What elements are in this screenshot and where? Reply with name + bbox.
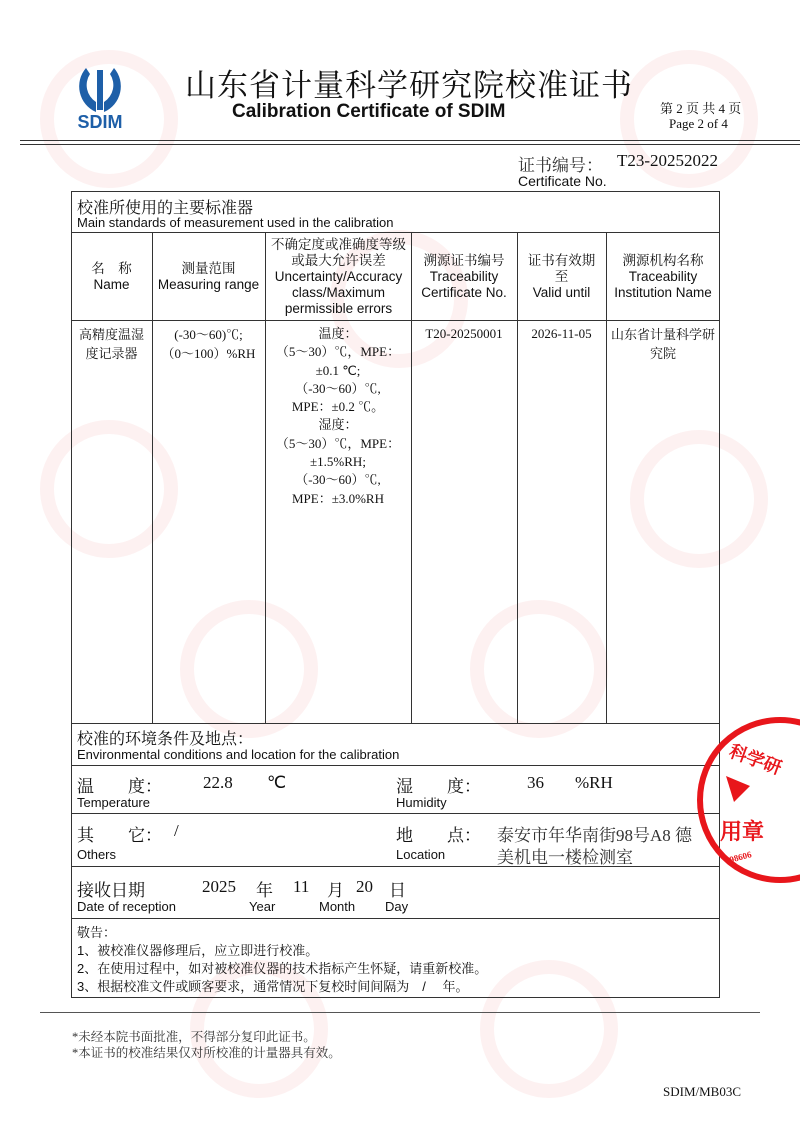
temp-value: 22.8	[203, 773, 233, 792]
col-header-cert-no: 溯源证书编号 Traceability Certificate No.	[421, 252, 507, 300]
col-header-range: 测量范围 Measuring range	[157, 260, 260, 292]
title-cn: 山东省计量科学研究院校准证书	[185, 68, 633, 103]
env-title-cn: 校准的环境条件及地点：	[77, 731, 254, 748]
svg-text:用章: 用章	[720, 819, 765, 844]
footer-note-1: *未经本院书面批准，不得部分复印此证书。	[72, 1030, 316, 1044]
cert-number: T23-20252022	[617, 151, 719, 170]
others-label-cn: 其 它：	[77, 826, 162, 845]
reception-label-cn: 接收日期	[77, 881, 145, 900]
svg-text:798606: 798606	[723, 849, 753, 866]
header-divider	[20, 144, 800, 145]
cell-range: (-30～60)℃; （0～100）%RH	[161, 327, 256, 361]
temp-label-en: Temperature	[77, 795, 150, 810]
reception-day: 20	[356, 877, 373, 896]
svg-text:SDIM: SDIM	[77, 112, 123, 130]
day-unit-en: Day	[385, 899, 409, 914]
footer-divider	[40, 1012, 760, 1013]
location-label-en: Location	[396, 847, 446, 862]
official-stamp	[690, 714, 800, 886]
month-unit-en: Month	[319, 899, 356, 914]
col-header-institution: 溯源机构名称 Traceability Institution Name	[614, 252, 712, 300]
cell-cert-no: T20-20250001	[425, 326, 503, 341]
form-code: SDIM/MB03C	[663, 1084, 742, 1099]
others-label-en: Others	[77, 847, 117, 862]
cell-name: 高精度温湿度记录器	[78, 327, 144, 361]
row-divider	[71, 813, 720, 814]
header-divider	[20, 140, 800, 141]
page-indicator-cn: 第 2 页 共 4 页	[660, 101, 742, 116]
hum-label-cn: 湿 度：	[396, 777, 481, 796]
reception-month: 11	[293, 877, 310, 896]
title-en: Calibration Certificate of SDIM	[232, 101, 506, 122]
cell-uncertainty: 温度： （5～30）℃，MPE： ±0.1 ℃; （-30～60）℃, MPE：±0.2 ℃。 湿度： （5～30）℃，MPE： ±1.5%RH; （-30～60）℃, MPE：±3.0%RH	[275, 326, 401, 506]
day-unit-cn: 日	[389, 881, 406, 900]
hum-value: 36	[527, 773, 544, 792]
row-divider	[71, 918, 720, 919]
notice-title: 敬告：	[77, 925, 117, 940]
row-divider	[71, 723, 720, 724]
footer-note-2: *本证书的校准结果仅对所校准的计量器具有效。	[72, 1046, 341, 1060]
year-unit-en: Year	[249, 899, 276, 914]
notice-item: 2、在使用过程中，如对被校准仪器的技术指标产生怀疑，请重新校准。	[77, 961, 488, 976]
temp-label-cn: 温 度：	[77, 777, 162, 796]
notice-block	[77, 924, 487, 996]
cert-label-en: Certificate No.	[518, 173, 607, 189]
page-indicator-en: Page 2 of 4	[669, 116, 728, 131]
cell-valid-until: 2026-11-05	[531, 326, 592, 341]
temp-unit: ℃	[267, 773, 287, 792]
sdim-logo	[68, 62, 132, 130]
cell-institution: 山东省计量科学研究院	[610, 327, 715, 361]
standards-title-en: Main standards of measurement used in the calibration	[77, 215, 394, 230]
svg-text:科学研: 科学研	[726, 740, 785, 779]
row-divider	[71, 320, 720, 321]
cert-label-cn: 证书编号：	[518, 156, 603, 175]
hum-label-en: Humidity	[396, 795, 447, 810]
row-divider	[71, 765, 720, 766]
reception-label-en: Date of reception	[77, 899, 177, 914]
location-line-1: 泰安市年华南街98号A8 德	[497, 826, 693, 845]
col-header-uncertainty: 不确定度或准确度等级或最大允许误差 Uncertainty/Accuracy class/Maximum permissible errors	[271, 236, 406, 316]
col-header-name: 名 称 Name	[91, 260, 132, 292]
others-value: /	[174, 821, 179, 840]
env-title-en: Environmental conditions and location for the calibration	[77, 747, 400, 762]
month-unit-cn: 月	[327, 881, 344, 900]
notice-item: 1、被校准仪器修理后，应立即进行校准。	[77, 943, 319, 958]
location-line-2: 美机电一楼检测室	[497, 848, 633, 867]
col-header-valid-until: 证书有效期至 Valid until	[527, 252, 596, 300]
standards-title-cn: 校准所使用的主要标准器	[77, 200, 254, 217]
reception-year: 2025	[202, 877, 236, 896]
year-unit-cn: 年	[256, 881, 273, 900]
notice-item: 3、根据校准文件或顾客要求，通常情况下复校时间间隔为 / 年。	[77, 979, 469, 994]
hum-unit: %RH	[575, 773, 613, 792]
location-label-cn: 地 点：	[396, 826, 481, 845]
